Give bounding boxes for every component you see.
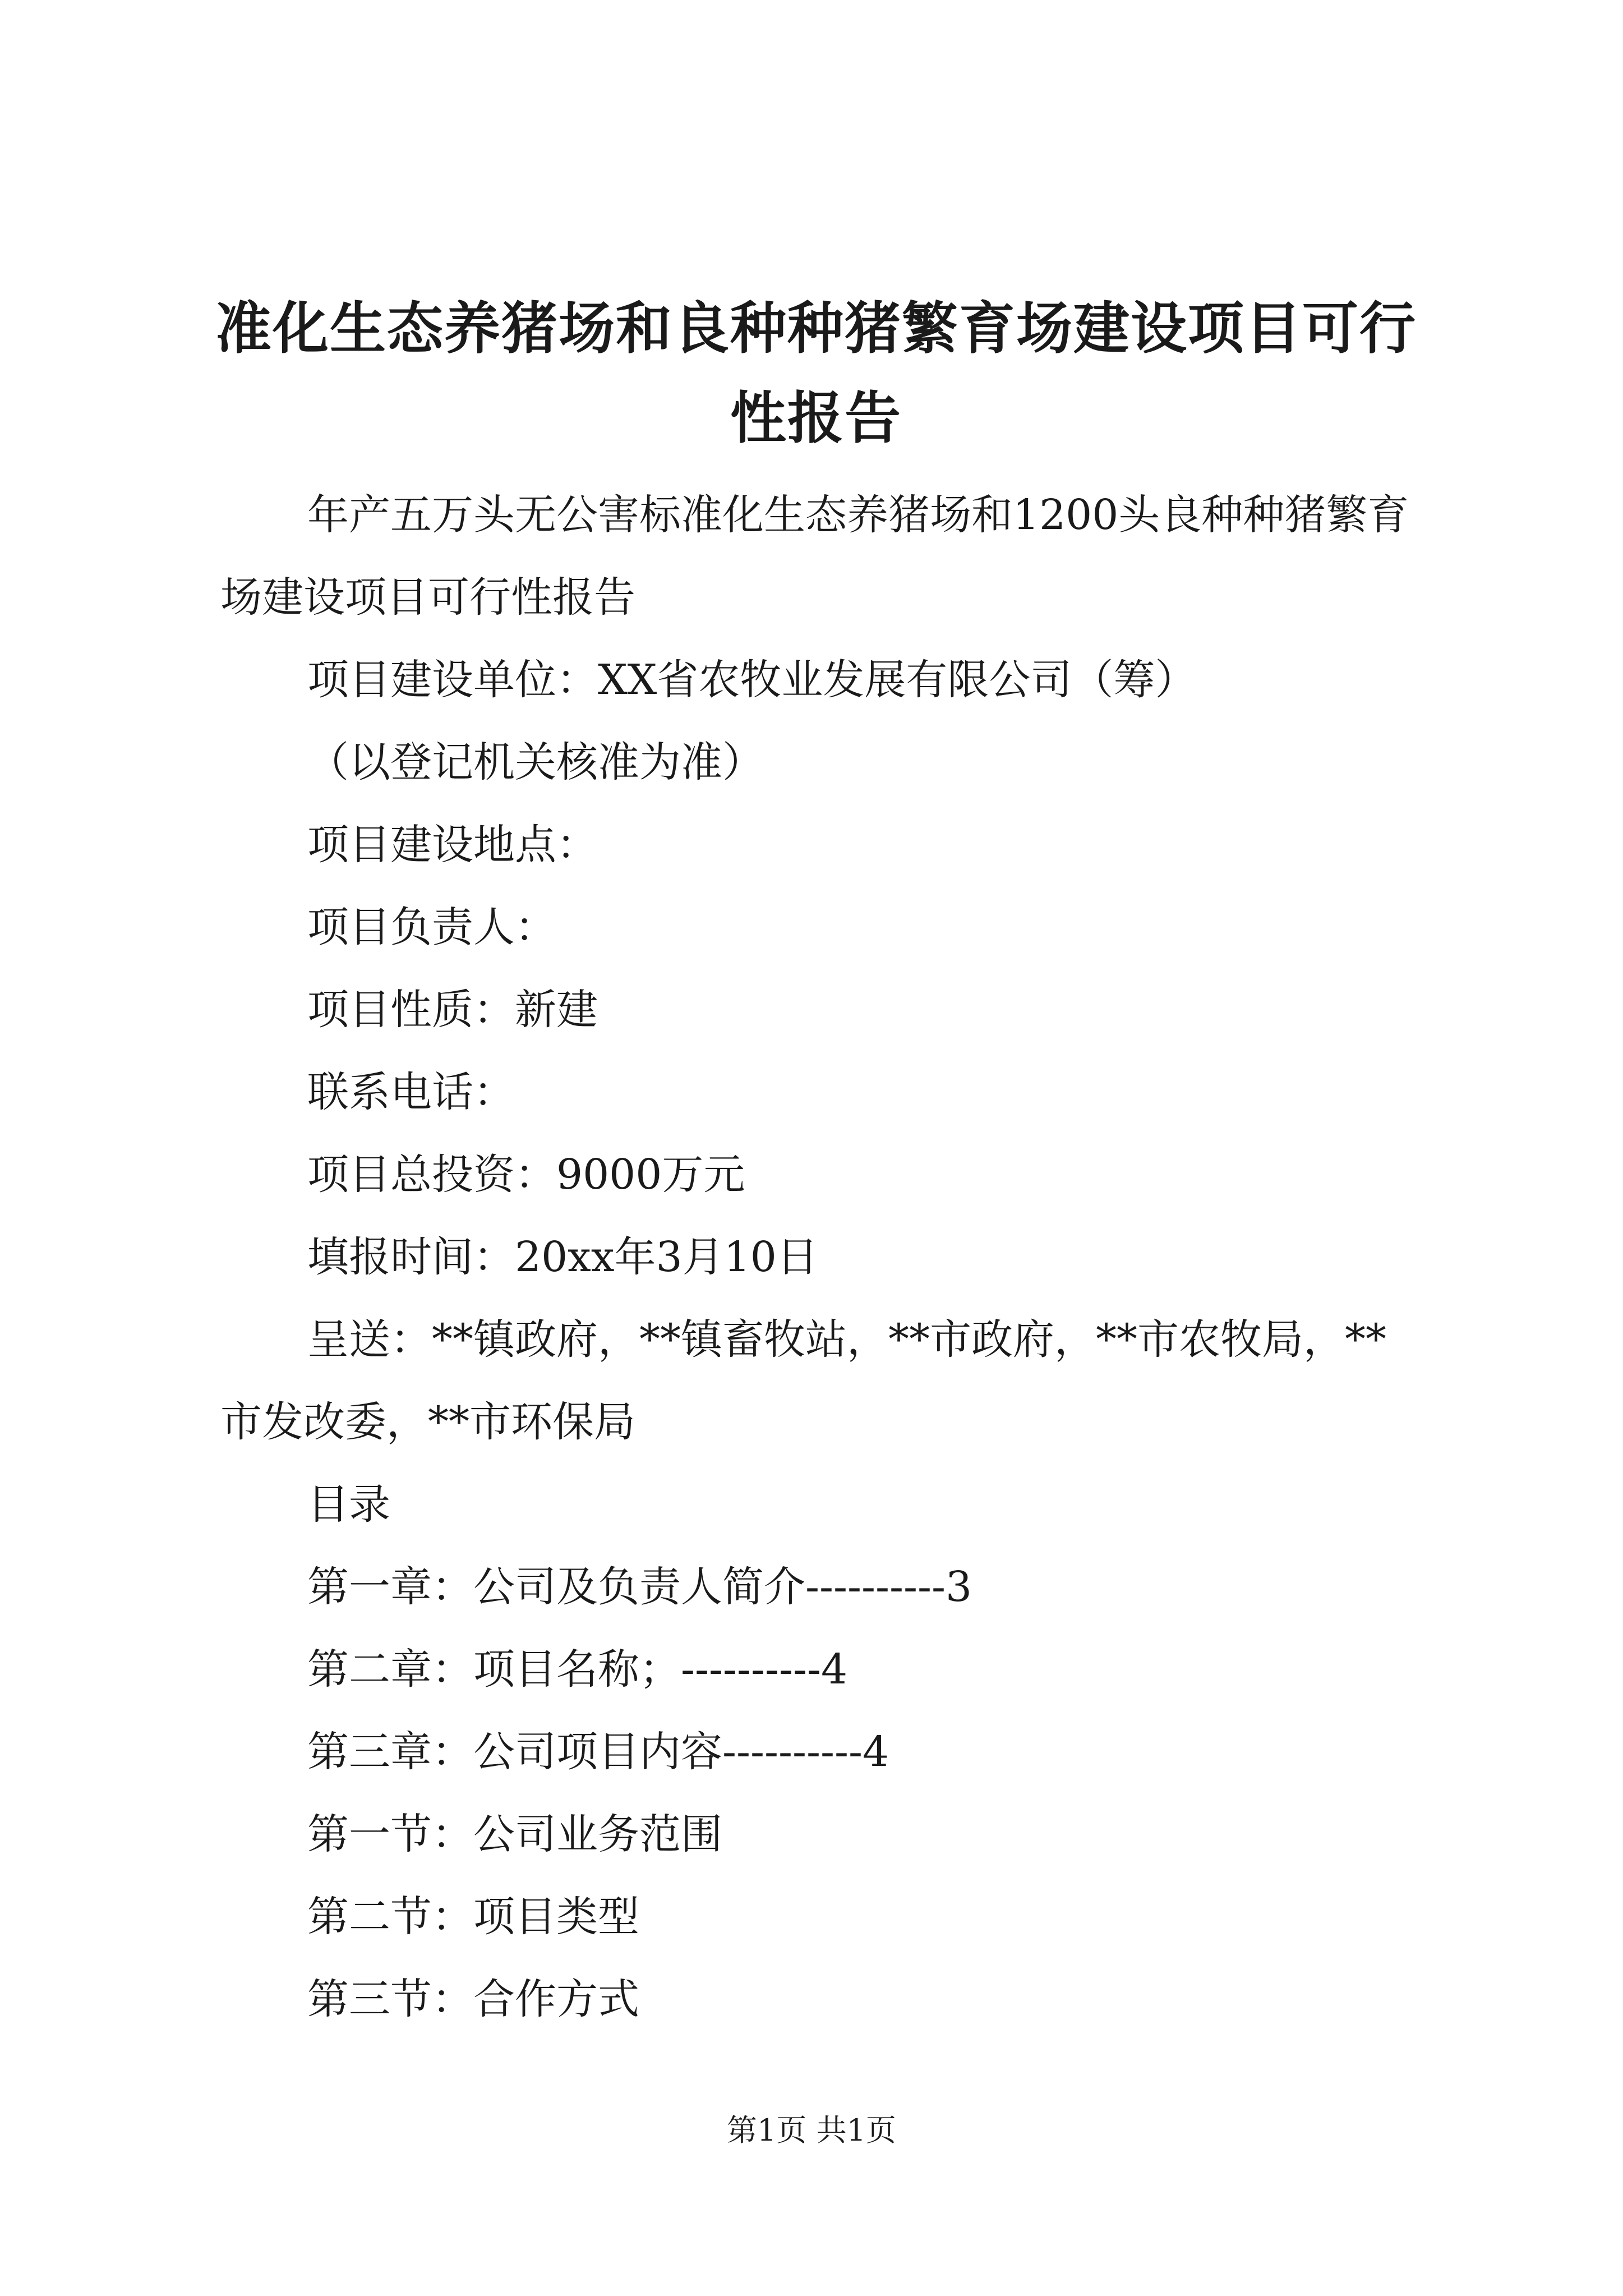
- paragraph-project-name: 年产五万头无公害标准化生态养猪场和1200头良种种猪繁育场建设项目可行性报告: [220, 491, 1409, 622]
- toc-chapter-3: 第三章：公司项目内容----------4: [307, 1728, 889, 1776]
- paragraph-construction-unit: 项目建设单位：XX省农牧业发展有限公司（筹）: [307, 656, 1197, 704]
- paragraph-recipients: 呈送：**镇政府，**镇畜牧站，**市政府，**市农牧局，**市发改委，**市环保局: [220, 1315, 1386, 1446]
- paragraph-construction-site: 项目建设地点：: [307, 821, 598, 869]
- toc-section-3: 第三节：合作方式: [307, 1975, 639, 2023]
- paragraph-project-nature: 项目性质：新建: [307, 986, 598, 1034]
- toc-chapter-2: 第二章：项目名称；----------4: [307, 1645, 848, 1694]
- page-footer: 第1页 共1页: [727, 2113, 896, 2148]
- document-body: [220, 474, 1409, 2041]
- document-title: 准化生态养猪场和良种种猪繁育场建设项目可行性报告: [215, 295, 1417, 451]
- toc-chapter-1: 第一章：公司及负责人简介----------3: [307, 1563, 972, 1611]
- paragraph-registration-note: （以登记机关核准为准）: [307, 738, 764, 786]
- toc-section-1: 第一节：公司业务范围: [307, 1810, 722, 1858]
- paragraph-contact-phone: 联系电话：: [307, 1068, 515, 1116]
- toc-section-2: 第二节：项目类型: [307, 1893, 639, 1941]
- paragraph-project-leader: 项目负责人：: [307, 903, 556, 951]
- toc-heading: 目录: [307, 1480, 390, 1529]
- paragraph-filing-date: 填报时间：20xx年3月10日: [307, 1233, 818, 1281]
- paragraph-total-investment: 项目总投资：9000万元: [307, 1151, 745, 1199]
